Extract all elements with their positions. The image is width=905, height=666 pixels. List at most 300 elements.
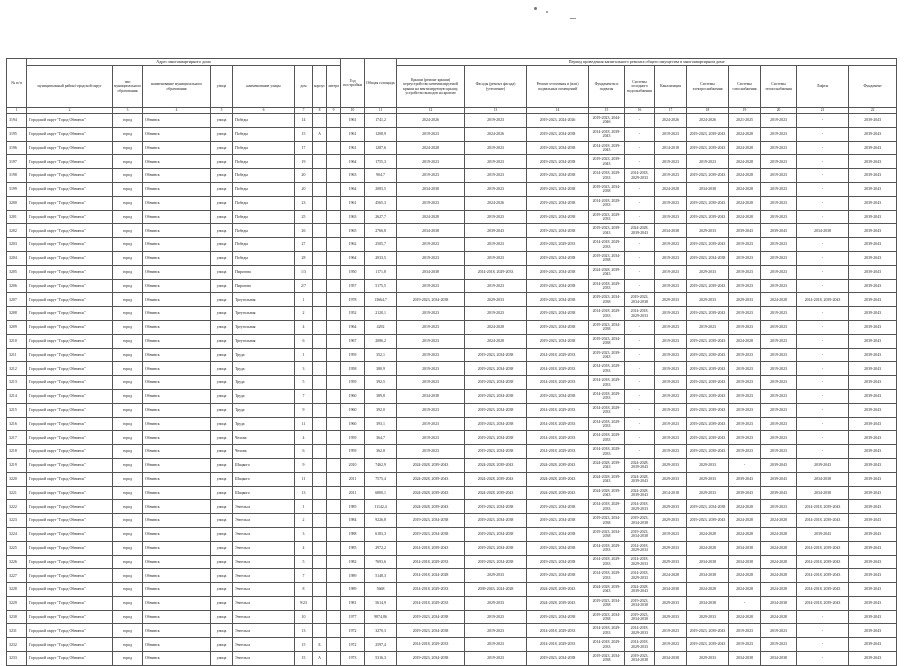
street-name-cell: Победы bbox=[233, 127, 295, 141]
period-cell-21: - bbox=[797, 417, 849, 431]
period-cell-20: 2024-2028 bbox=[761, 569, 797, 583]
period-cell-12: 2034-2038 bbox=[397, 389, 465, 403]
period-cell-21: 2014-2018, 2039-2043 bbox=[797, 569, 849, 583]
period-cell-19: 2024-2028 bbox=[729, 196, 761, 210]
period-cell-21: 2034-2038 bbox=[797, 486, 849, 500]
building-cell bbox=[313, 169, 327, 183]
street-name-cell: Энгельса bbox=[233, 638, 295, 652]
period-cell-18: 2019-2023, 2039-2043 bbox=[687, 307, 729, 321]
municipality-name-cell: Обнинск bbox=[143, 210, 211, 224]
letter-cell bbox=[327, 458, 341, 472]
municipality-name-cell: Обнинск bbox=[143, 169, 211, 183]
period-cell-16: 2014-2018, 2029-2033 bbox=[625, 541, 655, 555]
period-cell-15: 2014-2018, 2029-2033 bbox=[589, 362, 625, 376]
period-cell-15: 2024-2028, 2039-2043 bbox=[589, 583, 625, 597]
period-cell-16: 2014-2018, 2029-2033 bbox=[625, 624, 655, 638]
period-cell-18: 2019-2023, 2039-2043 bbox=[687, 403, 729, 417]
period-cell-16: 2019-2023, 2034-2038 bbox=[625, 514, 655, 528]
period-cell-17: 2019-2023 bbox=[655, 265, 687, 279]
period-cell-17: 2019-2023 bbox=[655, 417, 687, 431]
building-cell bbox=[313, 417, 327, 431]
period-cell-12: 2019-2023 bbox=[397, 431, 465, 445]
street-name-cell: Победы bbox=[233, 251, 295, 265]
col-header-21: Лифты bbox=[797, 66, 849, 108]
period-cell-17: 2014-2018 bbox=[655, 486, 687, 500]
period-cell-20: 2019-2023 bbox=[761, 417, 797, 431]
period-cell-15: 2014-2018, 2029-2033 bbox=[589, 389, 625, 403]
col-header-2: муниципальный район/городской округ bbox=[27, 66, 113, 108]
municipality-name-cell: Обнинск bbox=[143, 527, 211, 541]
period-cell-21: - bbox=[797, 638, 849, 652]
street-name-cell: Победы bbox=[233, 155, 295, 169]
area-cell: 9226,8 bbox=[365, 514, 397, 528]
scan-speck bbox=[546, 11, 548, 13]
period-cell-17: 2019-2023 bbox=[655, 210, 687, 224]
period-cell-14: 2019-2023, 2034-2038 bbox=[527, 555, 589, 569]
period-cell-16: 2014-2018, 2029-2033 bbox=[625, 169, 655, 183]
period-cell-15: 2014-2018, 2029-2033 bbox=[589, 279, 625, 293]
year-built-cell: 2011 bbox=[341, 486, 365, 500]
period-cell-14: 2019-2023, 2034-2038 bbox=[527, 389, 589, 403]
house-cell: 3 bbox=[295, 362, 313, 376]
period-cell-13: 2024-2026 bbox=[465, 127, 527, 141]
period-cell-20: 2019-2023 bbox=[761, 624, 797, 638]
building-cell: Б bbox=[313, 638, 327, 652]
house-cell: 11 bbox=[295, 472, 313, 486]
period-cell-16: - bbox=[625, 114, 655, 128]
period-cell-19: 2019-2023 bbox=[729, 307, 761, 321]
area-cell: 1171,8 bbox=[365, 265, 397, 279]
period-cell-16: 2014-2018, 2029-2033 bbox=[625, 307, 655, 321]
period-cell-22: 2039-2043 bbox=[849, 141, 897, 155]
period-cell-12: 2024-2026 bbox=[397, 114, 465, 128]
period-cell-13: 2029-2033 bbox=[465, 596, 527, 610]
letter-cell bbox=[327, 527, 341, 541]
street-name-cell: Победы bbox=[233, 114, 295, 128]
street-name-cell: Труда bbox=[233, 403, 295, 417]
column-number: 7 bbox=[295, 108, 313, 114]
col-header-14: Ремонт отопления и (или) подвальных помещений bbox=[527, 66, 589, 108]
period-cell-16: - bbox=[625, 348, 655, 362]
year-built-cell: 1959 bbox=[341, 431, 365, 445]
period-cell-15: 2014-2018, 2029-2033 bbox=[589, 624, 625, 638]
group-header-period: Период проведения капитального ремонта общего имущества в многоквартирном доме bbox=[397, 59, 897, 66]
street-type-cell: улица bbox=[211, 334, 233, 348]
letter-cell bbox=[327, 114, 341, 128]
municipality-name-cell: Обнинск bbox=[143, 251, 211, 265]
period-cell-20: 2039-2043 bbox=[761, 458, 797, 472]
col-header-9: литера bbox=[327, 66, 341, 108]
period-cell-21: 2039-2043 bbox=[797, 458, 849, 472]
period-cell-14: 2019-2023, 2034-2038 bbox=[527, 169, 589, 183]
letter-cell bbox=[327, 127, 341, 141]
letter-cell bbox=[327, 555, 341, 569]
street-type-cell: улица bbox=[211, 541, 233, 555]
period-cell-12: 2014-2018, 2039-2043 bbox=[397, 541, 465, 555]
period-cell-21: - bbox=[797, 238, 849, 252]
letter-cell bbox=[327, 334, 341, 348]
district-cell: Городской округ "Город Обнинск" bbox=[27, 500, 113, 514]
period-cell-13: 2019-2023 bbox=[465, 251, 527, 265]
table-row bbox=[7, 210, 897, 224]
col-header-3: тип муниципального образования bbox=[113, 66, 143, 108]
house-cell: 23 bbox=[295, 196, 313, 210]
municipality-type-cell: город bbox=[113, 238, 143, 252]
year-built-cell: 1964 bbox=[341, 251, 365, 265]
house-cell: 6 bbox=[295, 334, 313, 348]
period-cell-21: - bbox=[797, 610, 849, 624]
district-cell: Городской округ "Город Обнинск" bbox=[27, 362, 113, 376]
table-row bbox=[7, 293, 897, 307]
letter-cell bbox=[327, 376, 341, 390]
period-cell-18: 2019-2023, 2039-2043 bbox=[687, 417, 729, 431]
letter-cell bbox=[327, 583, 341, 597]
row-number-cell: 3209 bbox=[7, 320, 27, 334]
year-built-cell: 1961 bbox=[341, 196, 365, 210]
area-cell: 2597,4 bbox=[365, 638, 397, 652]
period-cell-19: 2019-2023 bbox=[729, 624, 761, 638]
period-cell-13: 2029-2033 bbox=[465, 293, 527, 307]
period-cell-13: 2019-2023, 2034-2038 bbox=[465, 417, 527, 431]
period-cell-18: 2019-2023, 2039-2043 bbox=[687, 514, 729, 528]
period-cell-18: 2019-2023, 2039-2043 bbox=[687, 362, 729, 376]
letter-cell bbox=[327, 348, 341, 362]
building-cell bbox=[313, 251, 327, 265]
period-cell-12: 2019-2023 bbox=[397, 238, 465, 252]
column-header-row bbox=[7, 66, 897, 108]
year-built-cell: 1960 bbox=[341, 403, 365, 417]
table-row bbox=[7, 196, 897, 210]
period-cell-20: 2024-2028 bbox=[761, 610, 797, 624]
building-cell bbox=[313, 210, 327, 224]
period-cell-17: 2029-2033 bbox=[655, 458, 687, 472]
group-header-address: Адрес многоквартирного дома bbox=[27, 59, 341, 66]
municipality-type-cell: город bbox=[113, 417, 143, 431]
street-name-cell: Энгельса bbox=[233, 569, 295, 583]
municipality-name-cell: Обнинск bbox=[143, 472, 211, 486]
municipality-name-cell: Обнинск bbox=[143, 583, 211, 597]
period-cell-18: 2029-2033 bbox=[687, 293, 729, 307]
row-number-cell: 3230 bbox=[7, 610, 27, 624]
year-built-cell: 1973 bbox=[341, 652, 365, 666]
period-cell-15: 2019-2023, 2034-2038 bbox=[589, 596, 625, 610]
table-row bbox=[7, 334, 897, 348]
area-cell: 7575,4 bbox=[365, 472, 397, 486]
period-cell-22: 2039-2043 bbox=[849, 376, 897, 390]
period-cell-19: 2029-2033 bbox=[729, 293, 761, 307]
building-cell bbox=[313, 224, 327, 238]
district-cell: Городской округ "Город Обнинск" bbox=[27, 583, 113, 597]
municipality-type-cell: город bbox=[113, 596, 143, 610]
table-row bbox=[7, 251, 897, 265]
col-header-12: Крыши (ремонт крыши) переустройство невентилируемой крыши на вентилируемую крышу, устройство выходов на кровлю bbox=[397, 66, 465, 108]
street-name-cell: Труда bbox=[233, 348, 295, 362]
municipality-type-cell: город bbox=[113, 458, 143, 472]
period-cell-14: 2019-2023, 2034-2038 bbox=[527, 514, 589, 528]
municipality-type-cell: город bbox=[113, 431, 143, 445]
period-cell-21: - bbox=[797, 279, 849, 293]
year-built-cell: 1960 bbox=[341, 389, 365, 403]
period-cell-19: 2024-2028 bbox=[729, 155, 761, 169]
letter-cell bbox=[327, 624, 341, 638]
period-cell-18: 2019-2023 bbox=[687, 320, 729, 334]
period-cell-12: 2034-2038 bbox=[397, 265, 465, 279]
period-cell-20: 2019-2023 bbox=[761, 155, 797, 169]
municipality-name-cell: Обнинск bbox=[143, 238, 211, 252]
period-cell-21: - bbox=[797, 307, 849, 321]
period-cell-13: 2019-2023 bbox=[465, 624, 527, 638]
street-type-cell: улица bbox=[211, 514, 233, 528]
street-type-cell: улица bbox=[211, 127, 233, 141]
period-cell-13: 2039-2043, 2024-2028 bbox=[465, 583, 527, 597]
period-cell-16: 2024-2028, 2039-2043 bbox=[625, 224, 655, 238]
period-cell-22: 2039-2043 bbox=[849, 348, 897, 362]
letter-cell bbox=[327, 541, 341, 555]
table-row bbox=[7, 376, 897, 390]
table-row bbox=[7, 169, 897, 183]
house-cell: 2/7 bbox=[295, 279, 313, 293]
area-cell: 9874,86 bbox=[365, 610, 397, 624]
period-cell-16: - bbox=[625, 196, 655, 210]
year-built-cell: 1967 bbox=[341, 334, 365, 348]
period-cell-19: 2019-2023 bbox=[729, 431, 761, 445]
period-cell-17: 2019-2023 bbox=[655, 169, 687, 183]
period-cell-19: 2021-2025 bbox=[729, 114, 761, 128]
period-cell-13: 2019-2023 bbox=[465, 141, 527, 155]
municipality-name-cell: Обнинск bbox=[143, 224, 211, 238]
period-cell-22: 2039-2043 bbox=[849, 403, 897, 417]
period-cell-15: 2024-2028, 2039-2043 bbox=[589, 486, 625, 500]
letter-cell bbox=[327, 445, 341, 459]
year-built-cell: 1958 bbox=[341, 362, 365, 376]
street-type-cell: улица bbox=[211, 403, 233, 417]
house-cell: 3 bbox=[295, 527, 313, 541]
building-cell: А bbox=[313, 652, 327, 666]
row-number-cell: 3199 bbox=[7, 182, 27, 196]
period-cell-14: 2019-2023, 2024-2026 bbox=[527, 114, 589, 128]
period-cell-19: 2019-2023 bbox=[729, 389, 761, 403]
table-row bbox=[7, 445, 897, 459]
table-row bbox=[7, 114, 897, 128]
period-cell-15: 2014-2018, 2029-2033 bbox=[589, 569, 625, 583]
period-cell-19: 2024-2028 bbox=[729, 514, 761, 528]
house-cell: 1/3 bbox=[295, 265, 313, 279]
table-row bbox=[7, 155, 897, 169]
period-cell-15: 2019-2023, 2044-2046 bbox=[589, 114, 625, 128]
period-cell-12: 2019-2023 bbox=[397, 251, 465, 265]
period-cell-19: 2024-2028 bbox=[729, 334, 761, 348]
period-cell-13: 2029-2033 bbox=[465, 569, 527, 583]
table-row bbox=[7, 348, 897, 362]
period-cell-20: 2024-2028 bbox=[761, 293, 797, 307]
municipality-name-cell: Обнинск bbox=[143, 376, 211, 390]
period-cell-19: 2019-2023 bbox=[729, 376, 761, 390]
municipality-type-cell: город bbox=[113, 472, 143, 486]
municipality-name-cell: Обнинск bbox=[143, 307, 211, 321]
period-cell-22: 2039-2043 bbox=[849, 182, 897, 196]
building-cell bbox=[313, 182, 327, 196]
period-cell-20: 2019-2023 bbox=[761, 238, 797, 252]
year-built-cell: 1964 bbox=[341, 182, 365, 196]
period-cell-20: 2019-2023 bbox=[761, 362, 797, 376]
house-cell: 13 bbox=[295, 624, 313, 638]
period-cell-13: 2019-2023 bbox=[465, 210, 527, 224]
period-cell-12: 2019-2023, 2034-2038 bbox=[397, 624, 465, 638]
district-cell: Городской округ "Город Обнинск" bbox=[27, 431, 113, 445]
period-cell-16: - bbox=[625, 362, 655, 376]
period-cell-18: 2029-2033 bbox=[687, 265, 729, 279]
period-cell-21: 2014-2018, 2039-2043 bbox=[797, 555, 849, 569]
period-cell-16: 2014-2018, 2029-2033 bbox=[625, 555, 655, 569]
building-cell bbox=[313, 555, 327, 569]
row-number-cell: 3216 bbox=[7, 417, 27, 431]
period-cell-12: 2014-2018, 2029-2033 bbox=[397, 555, 465, 569]
period-cell-14: 2014-2018, 2029-2033 bbox=[527, 348, 589, 362]
period-cell-22: 2039-2043 bbox=[849, 500, 897, 514]
municipality-type-cell: город bbox=[113, 210, 143, 224]
municipality-type-cell: город bbox=[113, 265, 143, 279]
area-cell: 362,8 bbox=[365, 445, 397, 459]
period-cell-16: 2019-2023, 2034-2038 bbox=[625, 293, 655, 307]
period-cell-15: 2019-2023, 2034-2038 bbox=[589, 251, 625, 265]
table-row bbox=[7, 127, 897, 141]
street-type-cell: улица bbox=[211, 155, 233, 169]
period-cell-21: - bbox=[797, 652, 849, 666]
row-number-cell: 3202 bbox=[7, 224, 27, 238]
building-cell bbox=[313, 541, 327, 555]
table-row bbox=[7, 403, 897, 417]
period-cell-13: 2024-2028 bbox=[465, 320, 527, 334]
municipality-name-cell: Обнинск bbox=[143, 445, 211, 459]
building-cell bbox=[313, 610, 327, 624]
period-cell-12: 2019-2023, 2034-2038 bbox=[397, 652, 465, 666]
row-number-cell: 3224 bbox=[7, 527, 27, 541]
district-cell: Городской округ "Город Обнинск" bbox=[27, 224, 113, 238]
column-number: 4 bbox=[143, 108, 211, 114]
period-cell-15: 2019-2023, 2034-2038 bbox=[589, 334, 625, 348]
building-cell bbox=[313, 196, 327, 210]
period-cell-20: 2019-2023 bbox=[761, 376, 797, 390]
street-type-cell: улица bbox=[211, 486, 233, 500]
period-cell-15: 2024-2028, 2039-2043 bbox=[589, 458, 625, 472]
period-cell-20: 2024-2028 bbox=[761, 541, 797, 555]
period-cell-21: 2039-2043 bbox=[797, 527, 849, 541]
period-cell-22: 2039-2043 bbox=[849, 527, 897, 541]
period-cell-19: 2024-2028 bbox=[729, 182, 761, 196]
area-cell: 392,5 bbox=[365, 376, 397, 390]
street-name-cell: Пирогова bbox=[233, 279, 295, 293]
year-built-cell: 1982 bbox=[341, 555, 365, 569]
period-cell-18: 2019-2023, 2039-2043 bbox=[687, 624, 729, 638]
year-built-cell: 1977 bbox=[341, 610, 365, 624]
municipality-type-cell: город bbox=[113, 638, 143, 652]
municipality-name-cell: Обнинск bbox=[143, 265, 211, 279]
column-number: 10 bbox=[341, 108, 365, 114]
street-name-cell: Победы bbox=[233, 196, 295, 210]
area-cell: 3270,3 bbox=[365, 624, 397, 638]
district-cell: Городской округ "Город Обнинск" bbox=[27, 348, 113, 362]
col-header-7: дом bbox=[295, 66, 313, 108]
letter-cell bbox=[327, 251, 341, 265]
building-cell bbox=[313, 624, 327, 638]
period-cell-17: 2019-2023 bbox=[655, 445, 687, 459]
period-cell-14: 2019-2023, 2034-2038 bbox=[527, 182, 589, 196]
period-cell-20: 2019-2023 bbox=[761, 127, 797, 141]
period-cell-12: 2024-2028, 2039-2043 bbox=[397, 500, 465, 514]
table-row bbox=[7, 279, 897, 293]
period-cell-22: 2039-2043 bbox=[849, 307, 897, 321]
period-cell-20: 2024-2028 bbox=[761, 527, 797, 541]
year-built-cell: 1957 bbox=[341, 279, 365, 293]
period-cell-15: 2014-2018, 2029-2033 bbox=[589, 169, 625, 183]
period-cell-18: 2019-2023, 2039-2043 bbox=[687, 348, 729, 362]
period-cell-21: 2034-2038 bbox=[797, 224, 849, 238]
municipality-name-cell: Обнинск bbox=[143, 279, 211, 293]
period-cell-12: 2024-2028 bbox=[397, 141, 465, 155]
period-cell-22: 2039-2043 bbox=[849, 238, 897, 252]
municipality-name-cell: Обнинск bbox=[143, 486, 211, 500]
municipality-name-cell: Обнинск bbox=[143, 403, 211, 417]
col-header-4: наименование муниципального образования bbox=[143, 66, 211, 108]
period-cell-15: 2014-2018, 2029-2033 bbox=[589, 555, 625, 569]
building-cell bbox=[313, 141, 327, 155]
period-cell-14: 2019-2023, 2034-2038 bbox=[527, 652, 589, 666]
municipality-type-cell: город bbox=[113, 583, 143, 597]
period-cell-15: 2014-2018, 2029-2033 bbox=[589, 238, 625, 252]
street-name-cell: Треугольная bbox=[233, 334, 295, 348]
table-row bbox=[7, 624, 897, 638]
street-name-cell: Труда bbox=[233, 389, 295, 403]
row-number-cell: 3206 bbox=[7, 279, 27, 293]
area-cell: 392,0 bbox=[365, 403, 397, 417]
period-cell-13: 2019-2023, 2034-2038 bbox=[465, 389, 527, 403]
house-cell: 1 bbox=[295, 348, 313, 362]
period-cell-15: 2014-2018, 2029-2033 bbox=[589, 403, 625, 417]
period-cell-17: 2029-2033 bbox=[655, 514, 687, 528]
district-cell: Городской округ "Город Обнинск" bbox=[27, 486, 113, 500]
street-name-cell: Победы bbox=[233, 224, 295, 238]
year-built-cell: 1989 bbox=[341, 569, 365, 583]
municipality-type-cell: город bbox=[113, 307, 143, 321]
row-number-cell: 3231 bbox=[7, 624, 27, 638]
period-cell-22: 2039-2043 bbox=[849, 155, 897, 169]
row-number-cell: 3227 bbox=[7, 569, 27, 583]
row-number-cell: 3221 bbox=[7, 486, 27, 500]
municipality-name-cell: Обнинск bbox=[143, 362, 211, 376]
year-built-cell: 1961 bbox=[341, 114, 365, 128]
column-number: 20 bbox=[761, 108, 797, 114]
period-cell-14: 2019-2023, 2034-2038 bbox=[527, 569, 589, 583]
letter-cell bbox=[327, 569, 341, 583]
table-row bbox=[7, 182, 897, 196]
period-cell-13: 2019-2023, 2034-2038 bbox=[465, 555, 527, 569]
period-cell-21: - bbox=[797, 362, 849, 376]
municipality-type-cell: город bbox=[113, 114, 143, 128]
period-cell-22: 2039-2043 bbox=[849, 638, 897, 652]
letter-cell bbox=[327, 141, 341, 155]
period-cell-22: 2039-2043 bbox=[849, 596, 897, 610]
period-cell-20: 2019-2023 bbox=[761, 169, 797, 183]
period-cell-17: 2024-2026 bbox=[655, 114, 687, 128]
district-cell: Городской округ "Город Обнинск" bbox=[27, 389, 113, 403]
district-cell: Городской округ "Город Обнинск" bbox=[27, 238, 113, 252]
period-cell-20: 2019-2023 bbox=[761, 403, 797, 417]
street-type-cell: улица bbox=[211, 610, 233, 624]
period-cell-21: - bbox=[797, 431, 849, 445]
letter-cell bbox=[327, 224, 341, 238]
municipality-name-cell: Обнинск bbox=[143, 293, 211, 307]
house-cell: 20 bbox=[295, 169, 313, 183]
